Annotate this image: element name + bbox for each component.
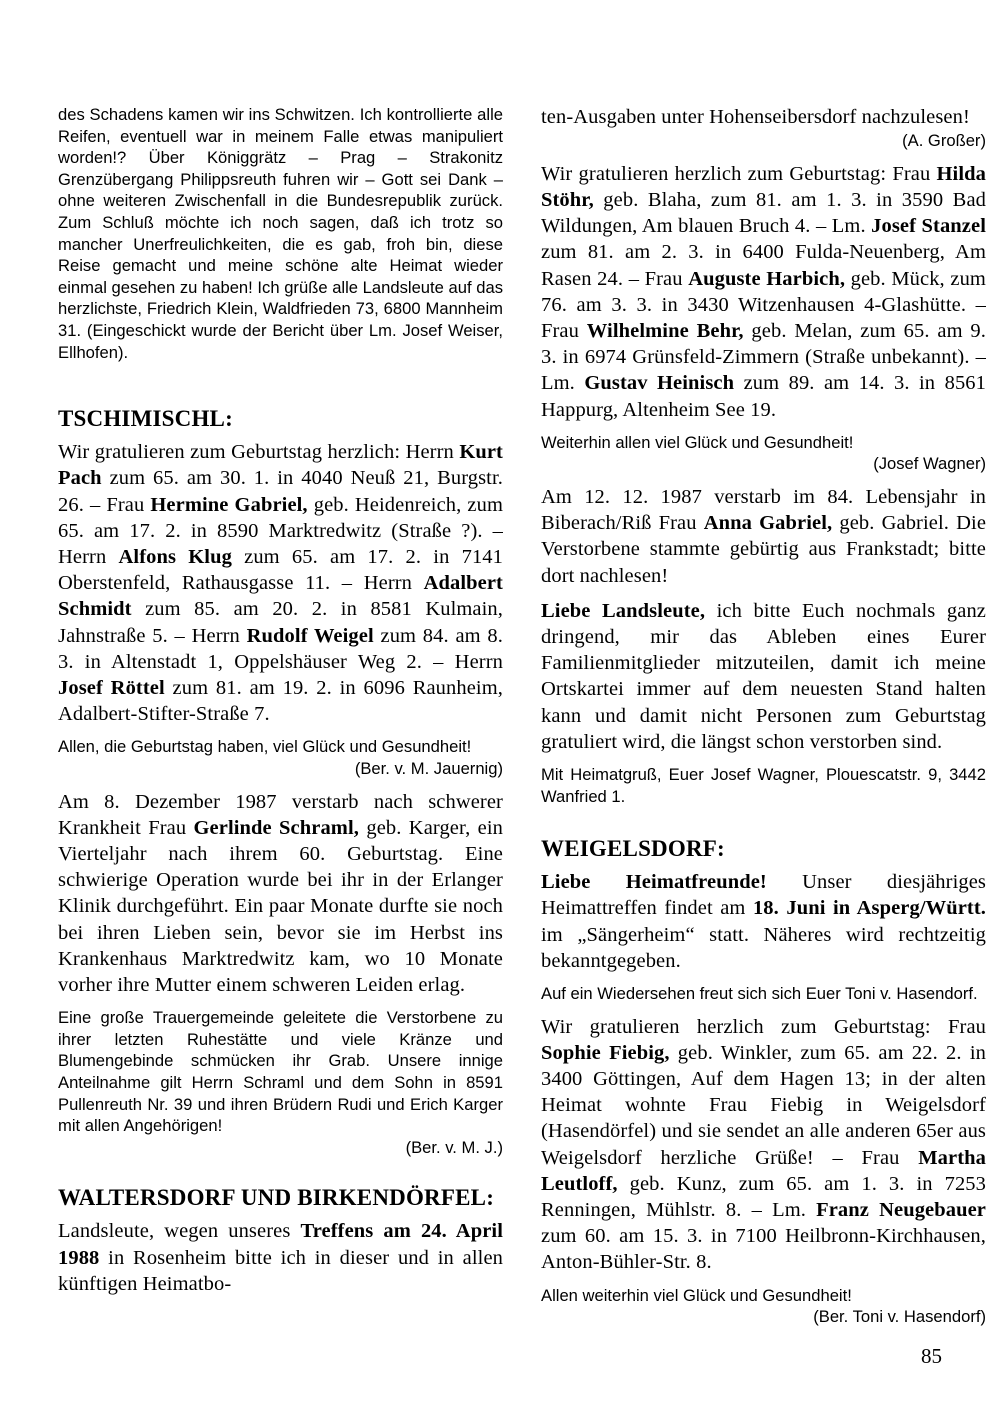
text-run: geb. Heidenreich, zum 65. am 17. 2. in 8590 Marktredwitz (Straße ?). – Herrn bbox=[58, 493, 504, 568]
continued-signature: (A. Großer) bbox=[902, 131, 986, 151]
obituary-schraml bbox=[58, 789, 503, 999]
person-name: Josef Röttel bbox=[58, 676, 165, 699]
text-run: Unser diesjähriges Heimattreffen findet am bbox=[541, 871, 986, 920]
text-run: geb. Blaha, zum 81. am 1. 3. in 3590 Bad Wildungen, Am blauen Bruch 4. – Lm. bbox=[541, 189, 986, 238]
text-run: zum 81. am 2. 3. in 6400 Fulda-Neuenberg, Am Rasen 24. – Frau bbox=[541, 241, 986, 290]
text-run: zum 81. am 19. 2. in 6096 Raunheim, Adalbert-Stifter-Straße 7. bbox=[58, 676, 503, 726]
weigelsdorf-birthday-paragraph bbox=[541, 1014, 986, 1276]
person-name: Gustav Heinisch bbox=[584, 372, 735, 395]
left-column bbox=[58, 104, 503, 1304]
text-run: Landsleute, wegen unseres bbox=[58, 1220, 301, 1243]
appeal-paragraph bbox=[541, 598, 986, 755]
person-name: Hilda Stöhr, bbox=[541, 162, 986, 211]
closing-address-small: Mit Heimatgruß, Euer Josef Wagner, Plouescatstr. 9, 3442 Wanfried 1. bbox=[541, 765, 986, 806]
continued-paragraph-hohenseibersdorf: ten-Ausgaben unter Hohenseibersdorf nachzulesen! bbox=[541, 106, 970, 128]
person-name: Auguste Harbich, bbox=[688, 267, 846, 290]
right-column bbox=[541, 104, 987, 1327]
person-name: Sophie Fiebig, bbox=[541, 1041, 670, 1064]
text-run: Am 12. 12. 1987 verstarb im 84. Lebensjahr in Biberach/Riß Frau bbox=[541, 486, 986, 535]
text-run: im „Sängerheim“ statt. Näheres wird rechtzeitig bekanntgegeben. bbox=[541, 923, 986, 972]
event-highlight: 18. Juni in Asperg/Württ. bbox=[752, 897, 986, 920]
person-name: Hermine Gabriel, bbox=[150, 493, 308, 516]
wish-signature: (Ber. v. M. Jauernig) bbox=[354, 758, 503, 778]
salutation: Liebe Heimatfreunde! bbox=[541, 871, 767, 894]
weigelsdorf-note-small: Auf ein Wiedersehen freut sich sich Euer Toni v. Hasendorf. bbox=[541, 984, 978, 1004]
text-run: zum 89. am 14. 3. in 8561 Happurg, Altenheim See 19. bbox=[541, 372, 986, 421]
person-name: Kurt Pach bbox=[58, 441, 503, 490]
weigelsdorf-wish: Allen weiterhin viel Glück und Gesundheit! bbox=[541, 1285, 852, 1305]
text-run: geb. Gabriel. Die Verstorbene stammte gebürtig aus Frankstadt; bitte dort nachlesen! bbox=[541, 512, 987, 587]
text-run: Wir gratulieren herzlich zum Geburtstag: Frau bbox=[541, 1015, 986, 1038]
person-name: Gerlinde Schraml, bbox=[193, 816, 360, 839]
weigelsdorf-signature: (Ber. Toni v. Hasendorf) bbox=[813, 1307, 986, 1327]
text-run: geb. Melan, zum 65. am 9. 3. in 6974 Grünsfeld-Zimmern (Straße unbekannt). – Lm. bbox=[541, 320, 986, 395]
wish-note: Allen, die Geburtstag haben, viel Glück und Gesundheit! bbox=[58, 737, 472, 757]
wish-signature-wagner: (Josef Wagner) bbox=[873, 454, 986, 474]
section-heading-tschimischl: TSCHIMISCHL: bbox=[58, 406, 233, 432]
text-run: geb. Karger, ein Vierteljahr nach ihrem 60. Geburtstag. Eine schwierige Operation wurde bei ihr in der Erlanger Klinik durchgeführt. Ein paar Monate durfte sie noch bei ihren Lieben sein, bevor sie im Herbst ins Krankenhaus Marktredwitz kam, wo 10 Monate vorher ihre Mutter einem schweren Leiden erlag. bbox=[58, 816, 503, 996]
event-highlight: Treffens am 24. April 1988 bbox=[58, 1220, 503, 1269]
text-run: zum 60. am 15. 3. in 7100 Heilbronn-Kirchhausen, Anton-Bühler-Str. 8. bbox=[541, 1225, 986, 1274]
person-name: Wilhelmine Behr, bbox=[586, 320, 744, 343]
text-run: Am 8. Dezember 1987 verstarb nach schwerer Krankheit Frau bbox=[58, 790, 503, 839]
person-name: Rudolf Weigel bbox=[246, 624, 374, 647]
paragraph-continued-report: des Schadens kamen wir ins Schwitzen. Ich kontrollierte alle Reifen, eventuell war in meinem Falle etwas manipuliert worden!? Über Königgrätz – Prag – Strakonitz Grenzübergang Philippsreuth fuhren wir – Gott sei Dank – ohne weiteren Zwischenfall in die Bundesrepublik zurück. Zum Schluß möchte ich noch sagen, daß ich trotz so mancher Unerfreulichkeiten, die es gab, froh bin, diese Reise gemacht und meine schöne alte Heimat wieder einmal gesehen zu haben! Ich grüße alle Landsleute auf das herzlichste, Friedrich Klein, Waldfrieden 73, 6800 Mannheim 31. (Eingeschickt wurde der Bericht über Lm. Josef Weiser, Ellhofen). bbox=[58, 105, 503, 362]
person-name: Martha Leutloff, bbox=[541, 1146, 986, 1195]
salutation: Liebe Landsleute, bbox=[541, 599, 706, 622]
text-run: Wir gratulieren herzlich zum Geburtstag: Frau bbox=[541, 162, 937, 185]
two-column-layout bbox=[58, 104, 987, 1327]
text-run: Wir gratulieren zum Geburtstag herzlich: Herrn bbox=[58, 441, 460, 464]
person-name: Adalbert Schmidt bbox=[58, 572, 503, 621]
text-run: zum 65. am 17. 2. in 7141 Oberstenfeld, Rathausgasse 11. – Herrn bbox=[58, 545, 503, 595]
obituary-signature: (Ber. v. M. J.) bbox=[405, 1137, 503, 1157]
waltersdorf-paragraph bbox=[58, 1218, 503, 1297]
wish-note-small: Weiterhin allen viel Glück und Gesundheit! bbox=[541, 432, 854, 452]
text-run: geb. Winkler, zum 65. am 22. 2. in 3400 Göttingen, Auf dem Hagen 13; in der alten Heimat wohnte Frau Fiebig in Weigelsdorf (Hasendörfel) und sie sendet an alle anderen 65er aus Weigelsdorf herzliche Grüße! – Frau bbox=[541, 1041, 987, 1169]
obituary-anna-gabriel bbox=[541, 484, 986, 589]
page-number: 85 bbox=[921, 1344, 942, 1368]
section-heading-waltersdorf-birkendoerfel: WALTERSDORF UND BIRKENDÖRFEL: bbox=[58, 1185, 495, 1211]
text-run: ich bitte Euch nochmals ganz dringend, mir das Ableben eines Eurer Familienmitglieder mitzuteilen, damit ich meine Ortskartei immer auf dem neuesten Stand halten kann und damit nicht Personen zum Geburtstag gratuliert wird, die längst schon verstorben sind. bbox=[541, 599, 987, 753]
weigelsdorf-announcement bbox=[541, 869, 986, 974]
obituary-detail-small: Eine große Trauergemeinde geleitete die Verstorbene zu ihrer letzten Ruhestätte und viele Kränze und Blumengebinde schmücken ihr Grab. Unsere innige Anteilnahme gilt Herrn Schraml und dem Sohn in 8591 Pullenreuth Nr. 39 und ihren Brüdern Rudi und Erich Karger mit allen Angehörigen! bbox=[58, 1008, 503, 1136]
person-name: Franz Neugebauer bbox=[816, 1199, 986, 1222]
section-heading-weigelsdorf: WEIGELSDORF: bbox=[541, 836, 725, 862]
birthday-greetings-paragraph bbox=[541, 161, 986, 423]
text-run: zum 85. am 20. 2. in 8581 Kulmain, Jahnstraße 5. – Herrn bbox=[58, 598, 503, 647]
text-run: zum 84. am 8. 3. in Altenstadt 1, Oppelshäuser Weg 2. – Herrn bbox=[58, 624, 503, 673]
tschimischl-birthday-paragraph bbox=[58, 439, 503, 727]
text-run: geb. Kunz, zum 65. am 1. 3. in 7253 Renningen, Mühlstr. 8. – Lm. bbox=[541, 1172, 986, 1222]
text-run: zum 65. am 30. 1. in 4040 Neuß 21, Burgstr. 26. – Frau bbox=[58, 467, 503, 516]
person-name: Alfons Klug bbox=[118, 545, 232, 568]
text-run: in Rosenheim bitte ich in dieser und in allen künftigen Heimatbo- bbox=[58, 1246, 503, 1295]
person-name: Anna Gabriel, bbox=[703, 512, 833, 535]
person-name: Josef Stanzel bbox=[871, 215, 986, 238]
text-run: geb. Mück, zum 76. am 3. 3. in 3430 Witzenhausen 4-Glashütte. – Frau bbox=[541, 267, 986, 343]
